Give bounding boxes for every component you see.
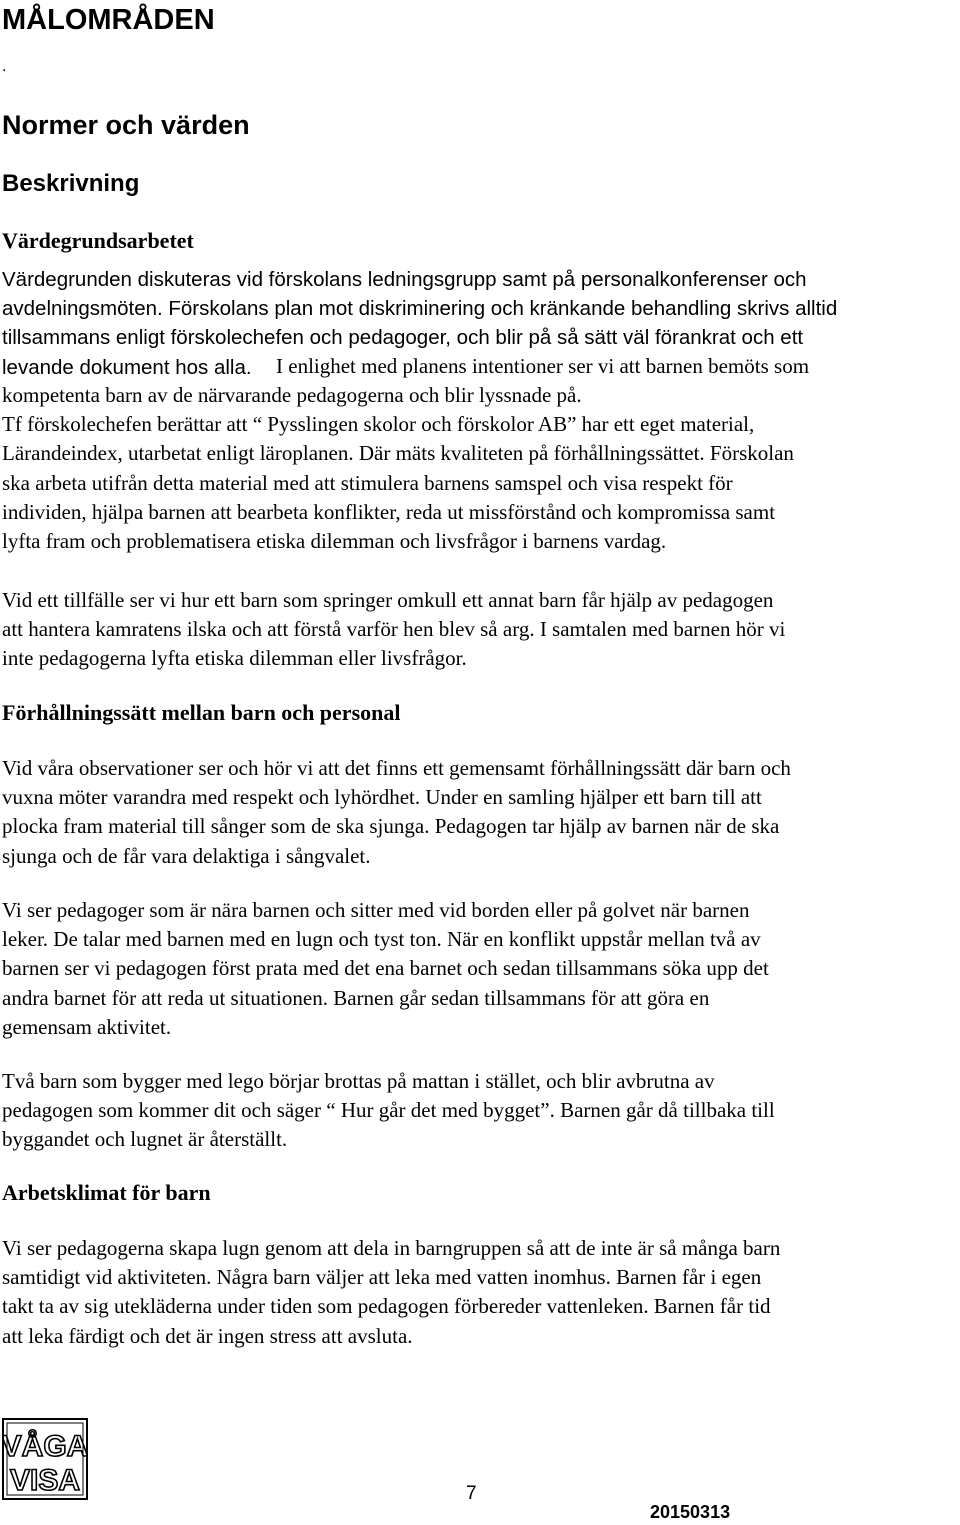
text-line: Vid ett tillfälle ser vi hur ett barn som springer omkull ett annat barn får hjälp av pedagogen — [2, 588, 774, 612]
text-line: leker. De talar med barnen med en lugn och tyst ton. När en konflikt uppstår mellan två av — [2, 927, 761, 952]
text-line: kompetenta barn av de närvarande pedagogerna och blir lyssnade på. — [2, 383, 582, 407]
text-line: vuxna möter varandra med respekt och lyhördhet. Under en samling hjälper ett barn till att — [2, 785, 762, 810]
text-line: lyfta fram och problematisera etiska dilemman och livsfrågor i barnens vardag. — [2, 529, 667, 554]
text-line: pedagogen som kommer dit och säger “ Hur går det med bygget”. Barnen går då tillbaka till — [2, 1098, 775, 1123]
text-line: ska arbeta utifrån detta material med att stimulera barnens samspel och visa respekt för — [2, 470, 733, 495]
paragraph-6 — [2, 1234, 958, 1351]
text-line: individen, hjälpa barnen att bearbeta konflikter, reda ut missförstånd och kompromissa samt — [2, 499, 776, 524]
vaga-visa-logo — [2, 1418, 88, 1500]
text-line: Vi ser pedagogerna skapa lugn genom att dela in barngruppen så att de inte är så många barn — [2, 1236, 781, 1260]
text-line: avdelningsmöten. Förskolans plan mot diskriminering och kränkande behandling skrivs alltid — [2, 297, 838, 321]
subheading-vardegrund: Värdegrundsarbetet — [2, 228, 194, 253]
main-heading: MÅLOMRÅDEN — [2, 4, 215, 36]
document-date: 20150313 — [650, 1502, 731, 1522]
paragraph-2 — [2, 586, 958, 674]
text-line: tillsammans enligt förskolechefen och pedagoger, och blir på så sätt väl förankrat och ett — [2, 326, 804, 350]
section-title: Normer och värden — [2, 110, 250, 140]
heading-climate: Arbetsklimat för barn — [2, 1180, 211, 1205]
paragraph-1 — [2, 381, 958, 556]
text-line: Lärandeindex, utarbetat enligt läroplanen. Där mäts kvaliteten på förhållningssättet. Förskolan — [2, 441, 794, 466]
page-number: 7 — [466, 1483, 477, 1504]
text-line: gemensam aktivitet. — [2, 1014, 172, 1039]
text-line: Vid våra observationer ser och hör vi att det finns ett gemensamt förhållningssätt där barn och — [2, 756, 791, 780]
text-line: sjunga och de får vara delaktiga i sångvalet. — [2, 843, 371, 868]
paragraph-1-first-line — [276, 352, 956, 381]
text-line: andra barnet för att reda ut situationen. Barnen går sedan tillsammans för att göra en — [2, 985, 710, 1010]
text-line: I enlighet med planens intentioner ser vi att barnen bemöts som — [276, 354, 810, 378]
logo-text-bottom: VISA — [9, 1464, 81, 1497]
text-line: att leka färdigt och det är ingen stress att avsluta. — [2, 1323, 413, 1348]
logo-text-top: VÅGA — [2, 1430, 88, 1463]
text-line: byggandet och lugnet är återställt. — [2, 1127, 288, 1152]
text-line: inte pedagogerna lyfta etiska dilemman eller livsfrågor. — [2, 646, 467, 671]
paragraph-5 — [2, 1067, 958, 1155]
text-line: plocka fram material till sånger som de ska sjunga. Pedagogen tar hjälp av barnen när de ska — [2, 814, 780, 839]
text-line: Vi ser pedagoger som är nära barnen och sitter med vid borden eller på golvet när barnen — [2, 898, 750, 922]
text-line: levande dokument hos alla. — [2, 355, 252, 379]
text-line: att hantera kamratens ilska och att förstå varför hen blev så arg. I samtalen med barnen hör vi — [2, 617, 786, 642]
paragraph-4 — [2, 896, 958, 1042]
text-line: Två barn som bygger med lego börjar brottas på mattan i stället, och blir avbrutna av — [2, 1069, 715, 1093]
paragraph-3 — [2, 754, 958, 871]
text-line: Tf förskolechefen berättar att “ Pysslingen skolor och förskolor AB” har ett eget material, — [2, 412, 755, 437]
text-line: samtidigt vid aktiviteten. Några barn väljer att leka med vatten inomhus. Barnen får i egen — [2, 1265, 762, 1290]
text-line: barnen ser vi pedagogen först prata med det ena barnet och sedan tillsammans söka upp det — [2, 956, 769, 981]
text-line: takt ta av sig utekläderna under tiden som pedagogen förbereder vattenleken. Barnen får tid — [2, 1294, 771, 1319]
heading-relations: Förhållningssätt mellan barn och personal — [2, 700, 401, 725]
stray-dot: . — [2, 58, 7, 75]
subsection-title: Beskrivning — [2, 170, 140, 197]
text-line: Värdegrunden diskuteras vid förskolans ledningsgrupp samt på personalkonferenser och — [2, 268, 807, 291]
